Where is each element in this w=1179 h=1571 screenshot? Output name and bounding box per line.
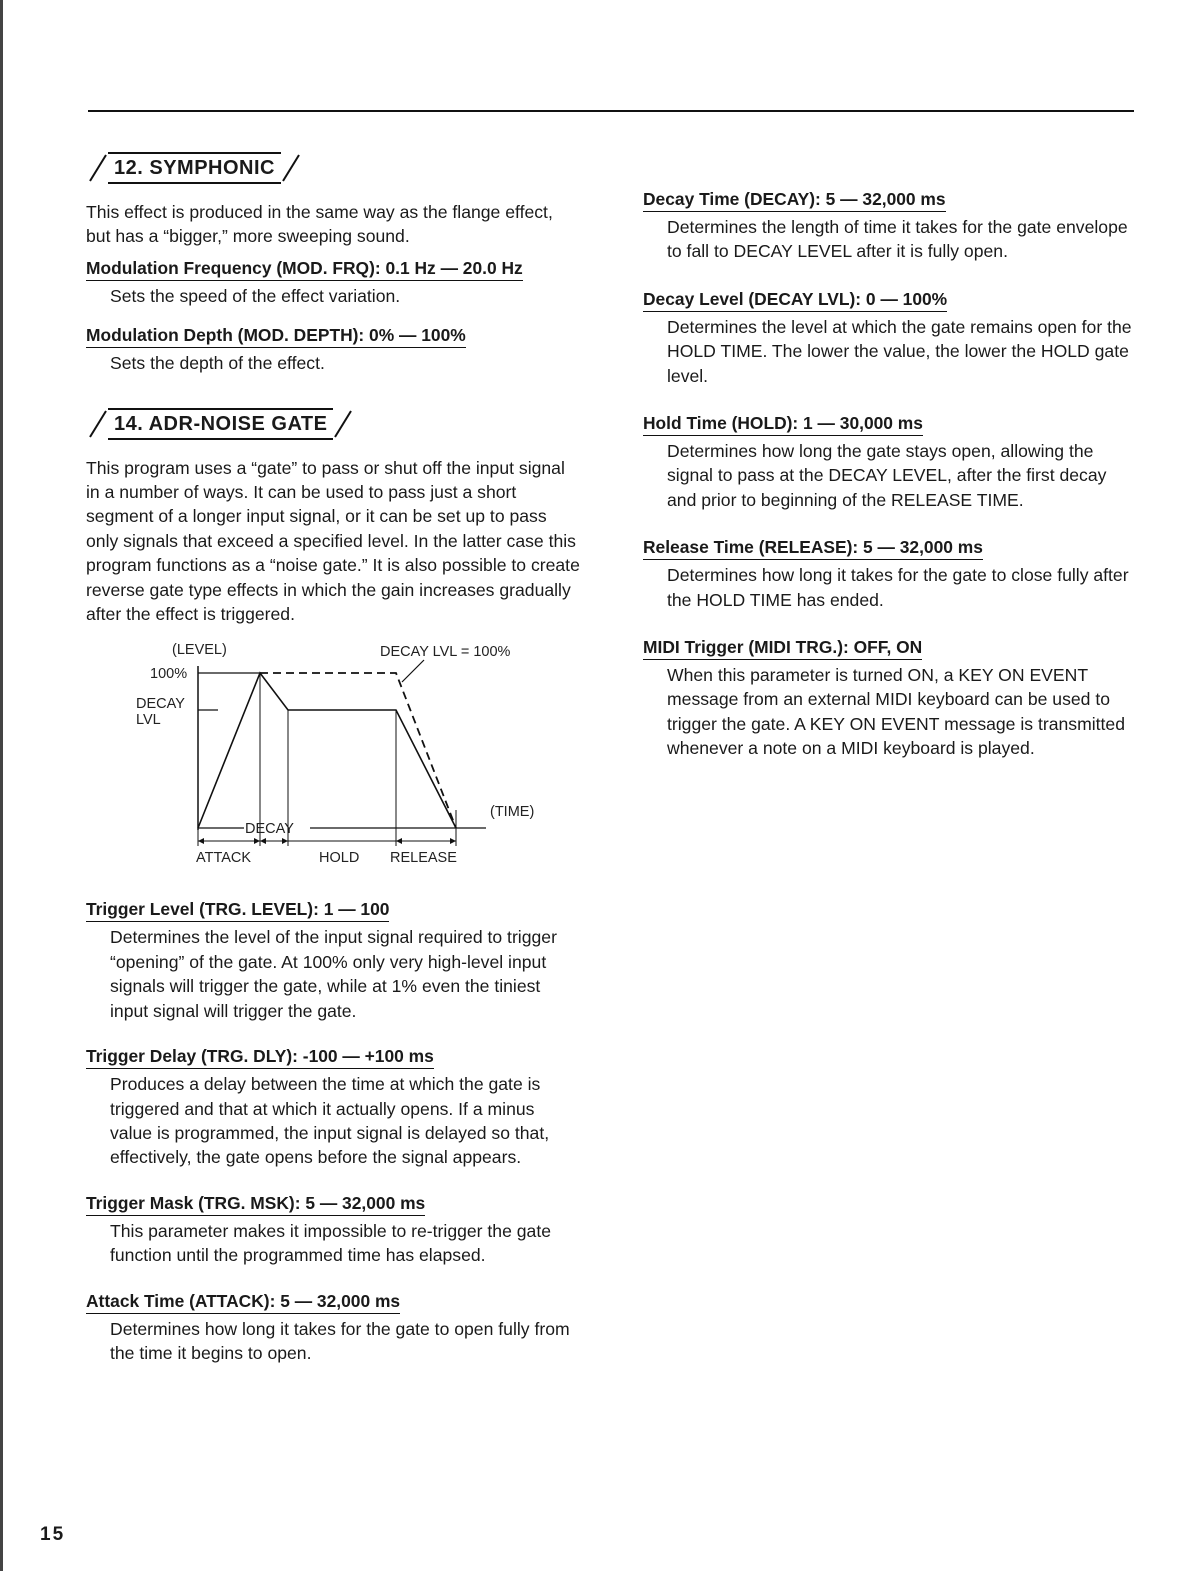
param-midi-trigger	[643, 636, 1138, 761]
param-heading: Attack Time (ATTACK): 5 — 32,000 ms	[86, 1290, 400, 1314]
decay-lvl-label-line2: LVL	[136, 712, 161, 729]
x-axis-label: (TIME)	[490, 804, 535, 821]
arrow-icon	[254, 838, 260, 844]
param-description: When this parameter is turned ON, a KEY ON EVENT message from an external MIDI keyboard can be used to trigger the gate. A KEY ON EVENT message is transmitted whenever a note on a MIDI keyboard is played.	[667, 665, 1125, 759]
attack-label: ATTACK	[196, 850, 252, 867]
page-binding-edge	[0, 0, 3, 1571]
slash-mark-icon	[281, 153, 303, 183]
y-axis-label: (LEVEL)	[172, 642, 227, 659]
param-trigger-mask	[86, 1192, 581, 1268]
decay-lvl-label-line1: DECAY	[136, 696, 185, 713]
param-trigger-delay	[86, 1045, 581, 1170]
param-description: Determines the level of the input signal required to trigger “opening” of the gate. At 100% only very high-level input signals will trigger the gate, while at 1% even the tiniest input signal will trigger the gate.	[110, 927, 557, 1021]
param-heading: Trigger Delay (TRG. DLY): -100 — +100 ms	[86, 1045, 434, 1069]
arrow-icon	[260, 838, 266, 844]
header-rule	[88, 110, 1134, 112]
param-trigger-level	[86, 898, 581, 1023]
param-description: Sets the speed of the effect variation.	[110, 285, 401, 306]
param-description: This parameter makes it impossible to re-trigger the gate function until the programmed time has elapsed.	[110, 1220, 552, 1266]
param-release-time	[643, 536, 1138, 612]
param-description: Determines the level at which the gate remains open for the HOLD TIME. The lower the value, the lower the HOLD gate level.	[667, 316, 1132, 386]
section-title-text: 12. SYMPHONIC	[108, 152, 281, 184]
arrow-icon	[282, 838, 288, 844]
param-modulation-frequency	[86, 257, 581, 308]
annotation-pointer	[402, 660, 424, 682]
param-heading: Trigger Mask (TRG. MSK): 5 — 32,000 ms	[86, 1192, 425, 1216]
slash-mark-icon	[86, 409, 108, 439]
param-description: Determines how long the gate stays open, allowing the signal to pass at the DECAY LEVEL, after the first decay and prior to beginning of the RELEASE TIME.	[667, 441, 1107, 510]
arrow-icon	[396, 838, 402, 844]
param-heading: Decay Time (DECAY): 5 — 32,000 ms	[643, 188, 946, 212]
param-description: Determines how long it takes for the gate to open fully from the time it begins to open.	[110, 1318, 570, 1363]
param-description: Determines the length of time it takes for the gate envelope to fall to DECAY LEVEL after it is fully open.	[667, 217, 1128, 262]
decay-lvl-annotation: DECAY LVL = 100%	[380, 644, 511, 661]
section-title-noise-gate	[86, 406, 581, 442]
symphonic-description: This effect is produced in the same way as the flange effect, but has a “bigger,” more sweeping sound.	[86, 202, 553, 247]
param-description: Determines how long it takes for the gate to close fully after the HOLD TIME has ended.	[667, 565, 1129, 610]
decay-label: DECAY	[245, 821, 294, 838]
param-heading: Modulation Depth (MOD. DEPTH): 0% — 100%	[86, 324, 466, 348]
slash-mark-icon	[86, 153, 108, 183]
param-heading: Trigger Level (TRG. LEVEL): 1 — 100	[86, 898, 389, 922]
page-number: 15	[40, 1524, 66, 1545]
release-label: RELEASE	[390, 850, 457, 867]
param-description: Produces a delay between the time at which the gate is triggered and that at which it actually opens. If a minus value is programmed, the input signal is delayed so that, effectively, the gate opens before the signal appears.	[110, 1074, 550, 1168]
arrow-icon	[450, 838, 456, 844]
param-hold-time	[643, 412, 1138, 512]
envelope-diagram	[132, 640, 552, 872]
left-column	[86, 150, 581, 1365]
slash-mark-icon	[333, 409, 355, 439]
param-modulation-depth	[86, 324, 581, 375]
param-heading: Release Time (RELEASE): 5 — 32,000 ms	[643, 536, 983, 560]
level-100-label: 100%	[150, 666, 188, 683]
param-heading: Decay Level (DECAY LVL): 0 — 100%	[643, 288, 947, 312]
right-column	[643, 188, 1138, 761]
section-title-symphonic	[86, 150, 581, 186]
param-description: Sets the depth of the effect.	[110, 353, 325, 374]
param-heading: Hold Time (HOLD): 1 — 30,000 ms	[643, 412, 923, 436]
param-decay-time	[643, 188, 1138, 264]
section-title-text: 14. ADR-NOISE GATE	[108, 408, 333, 440]
param-heading: MIDI Trigger (MIDI TRG.): OFF, ON	[643, 636, 922, 660]
envelope-dashed-100	[260, 673, 456, 828]
param-attack-time	[86, 1290, 581, 1366]
envelope-curve	[198, 673, 456, 828]
noise-gate-description: This program uses a “gate” to pass or shut off the input signal in a number of ways. It can be used to pass just a short segment of a longer input signal, or it can be set up to pass only signals that exceed a specified level. In the latter case this program functions as a “noise gate.” It is also possible to create reverse gate type effects in which the gain increases gradually after the effect is triggered.	[86, 457, 580, 625]
param-heading: Modulation Frequency (MOD. FRQ): 0.1 Hz — 20.0 Hz	[86, 257, 523, 281]
arrow-icon	[198, 838, 204, 844]
hold-label: HOLD	[319, 850, 360, 867]
param-decay-level	[643, 288, 1138, 388]
